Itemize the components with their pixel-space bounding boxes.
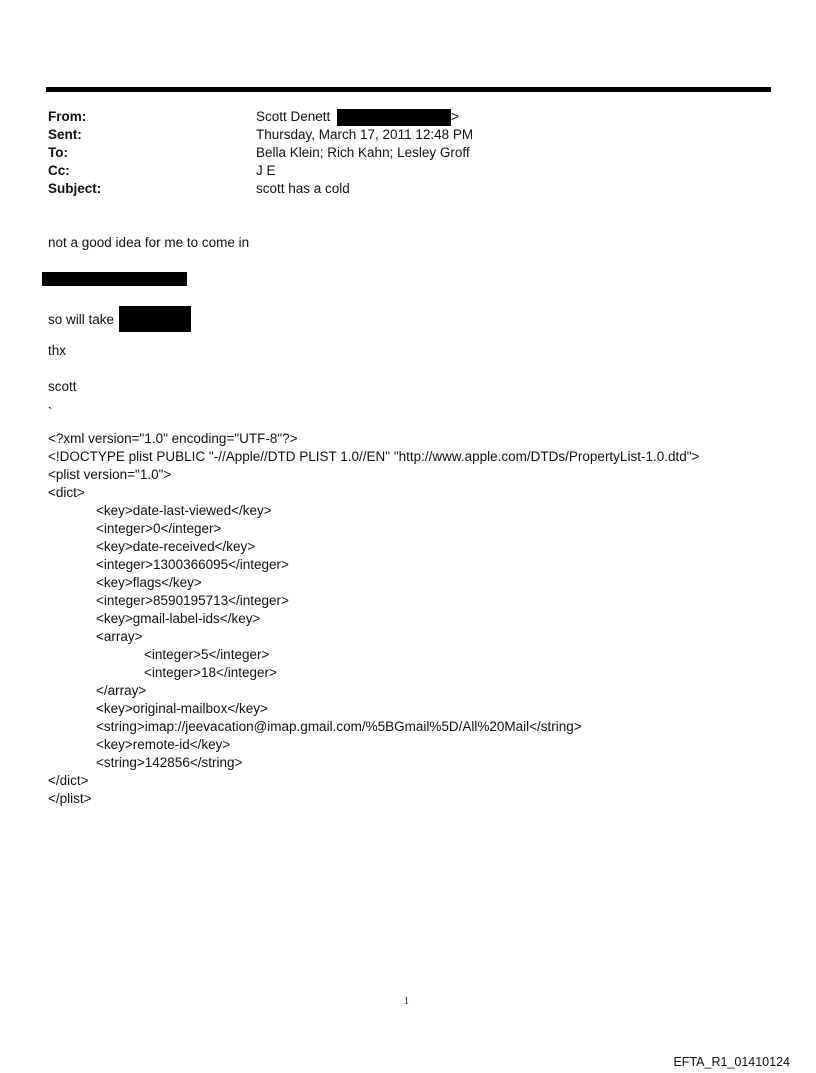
plist-line: <key>date-last-viewed</key> xyxy=(96,503,272,518)
sent-value: Thursday, March 17, 2011 12:48 PM xyxy=(256,127,474,142)
cc-value: J E xyxy=(256,163,276,178)
cc-label: Cc: xyxy=(48,163,70,178)
plist-line: <key>date-received</key> xyxy=(96,539,256,554)
sent-label: Sent: xyxy=(48,127,82,142)
plist-line: <!DOCTYPE plist PUBLIC "-//Apple//DTD PLIST 1.0//EN" "http://www.apple.com/DTDs/PropertyList-1.0.dtd"> xyxy=(48,449,700,464)
plist-line: <array> xyxy=(96,629,143,644)
body-text: so will take xyxy=(48,312,115,327)
subject-value: scott has a cold xyxy=(256,181,350,196)
plist-line: <integer>5</integer> xyxy=(144,647,270,662)
redaction-box xyxy=(337,109,451,126)
from-suffix: > xyxy=(451,109,459,124)
plist-line: <dict> xyxy=(48,485,85,500)
body-line: scott xyxy=(48,379,77,394)
page-number: 1 xyxy=(404,996,409,1007)
plist-line: <string>imap://jeevacation@imap.gmail.com/%5BGmail%5D/All%20Mail</string> xyxy=(96,719,582,734)
plist-line: </dict> xyxy=(48,773,89,788)
plist-line: <key>remote-id</key> xyxy=(96,737,231,752)
to-value: Bella Klein; Rich Kahn; Lesley Groff xyxy=(256,145,470,160)
from-value xyxy=(256,108,459,126)
body-line: not a good idea for me to come in xyxy=(48,235,250,250)
plist-line: <string>142856</string> xyxy=(96,755,243,770)
plist-line: <?xml version="1.0" encoding="UTF-8"?> xyxy=(48,431,298,446)
plist-line: <integer>1300366095</integer> xyxy=(96,557,289,572)
plist-line: </plist> xyxy=(48,791,92,806)
plist-line: <integer>8590195713</integer> xyxy=(96,593,289,608)
plist-line: <key>gmail-label-ids</key> xyxy=(96,611,261,626)
from-label: From: xyxy=(48,109,87,124)
plist-line: <plist version="1.0"> xyxy=(48,467,172,482)
plist-line: <key>flags</key> xyxy=(96,575,202,590)
plist-line: <integer>0</integer> xyxy=(96,521,222,536)
from-name: Scott Denett xyxy=(256,109,331,124)
plist-line: </array> xyxy=(96,683,147,698)
redaction-box xyxy=(119,306,191,332)
plist-line: <integer>18</integer> xyxy=(144,665,277,680)
redaction-box xyxy=(42,272,187,286)
plist-line: <key>original-mailbox</key> xyxy=(96,701,268,716)
header-rule xyxy=(46,87,771,92)
document-id: EFTA_R1_01410124 xyxy=(673,1055,790,1069)
body-line: thx xyxy=(48,343,67,358)
body-line xyxy=(48,306,191,332)
stray-mark: ` xyxy=(48,405,53,420)
to-label: To: xyxy=(48,145,68,160)
subject-label: Subject: xyxy=(48,181,102,196)
